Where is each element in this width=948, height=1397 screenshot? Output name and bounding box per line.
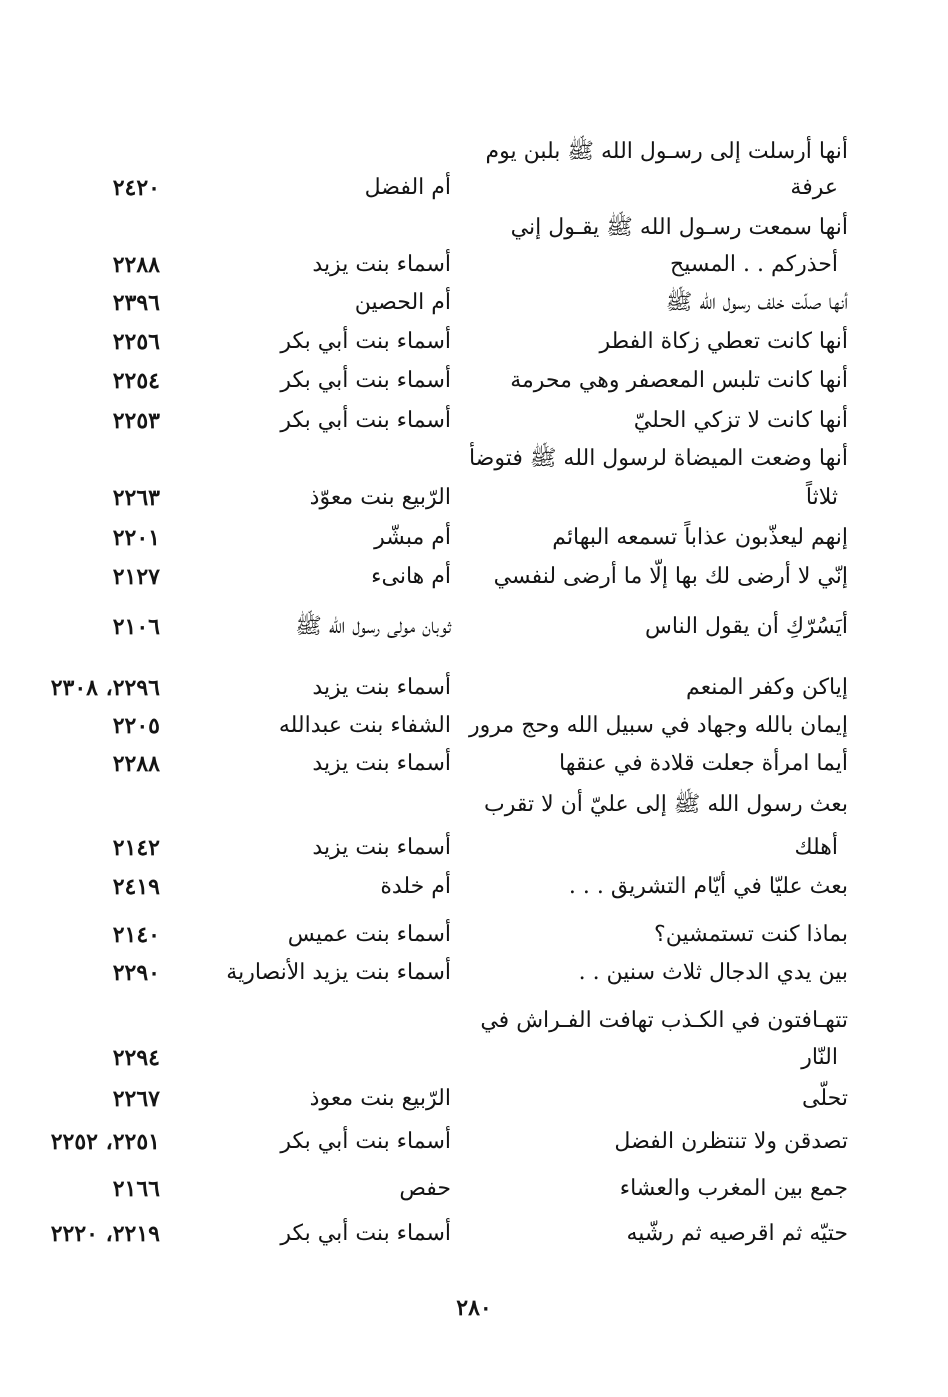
entry-text: بين يدي الدجال ثلاث سنين . . [578,960,848,985]
entry-narrator: حفص [399,1176,451,1201]
entry-text: أحذركم . . المسيح [670,252,838,277]
entry-narrator: أسماء بنت أبي بكر [280,408,451,433]
entry-narrator: أسماء بنت عميس [287,922,451,947]
page-number: ٢٨٠ [456,1295,492,1321]
entry-narrator: أسماء بنت يزيد الأنصارية [226,960,451,985]
entry-narrator: أم مبشّر [374,525,451,550]
entry-number: ٢١٢٧ [112,564,160,590]
entry-narrator: أسماء بنت يزيد [312,751,451,776]
entry-text: بماذا كنت تستمشين؟ [654,922,848,947]
entry-text: أنها وضعت الميضاة لرسول الله ﷺ فتوضأ [468,446,848,471]
entry-number: ٢٢٥٦ [112,329,160,355]
entry-number: ٢٤٢٠ [112,175,160,201]
entry-narrator: أم هانىء [371,564,451,589]
entry-number: ٢١٤٠ [112,922,160,948]
entry-number: ٢٢٠١ [112,525,160,551]
entry-text: بعث عليّا في أيّام التشريق . . . [568,874,848,899]
entry-narrator: الرّبيع بنت معوذ [309,1086,451,1111]
entry-narrator: أسماء بنت أبي بكر [280,1129,451,1154]
entry-text: إيمان بالله وجهاد في سبيل الله وحج مرور [469,713,848,738]
entry-number: ٢٢٦٣ [112,485,160,511]
entry-text: أيما امرأة جعلت قلادة في عنقها [559,751,848,776]
entry-text: أنها كانت تلبس المعصفر وهي محرمة [510,368,848,393]
entry-number: ٢٢٩٠ [112,960,160,986]
entry-text: أهلك [794,835,838,860]
entry-text: ثلاثاً [805,485,838,510]
entry-text: تتهـافتون في الكـذب تهافت الفـراش في [480,1008,848,1033]
entry-narrator: أسماء بنت يزيد [312,675,451,700]
entry-narrator: أسماء بنت أبي بكر [280,368,451,393]
entry-text: تحلّى [802,1086,848,1111]
entry-number: ٢٢٨٨ [112,252,160,278]
entry-narrator: أم الفضل [364,175,451,200]
entry-number: ٢٤١٩ [112,874,160,900]
entry-text: النّار [801,1045,838,1070]
entry-number: ٢٢٠٥ [112,713,160,739]
entry-number: ٢٣٩٦ [112,290,160,316]
entry-text: أنها كانت تعطي زكاة الفطر [599,329,848,354]
entry-text: أنها سمعت رسـول الله ﷺ يقـول إني [510,215,848,240]
entry-narrator: أسماء بنت يزيد [312,835,451,860]
entry-text: إياكن وكفر المنعم [686,675,848,700]
entry-narrator: أسماء بنت يزيد [312,252,451,277]
entry-number: ٢٢٥٣ [112,408,160,434]
entry-text: بعث رسول الله ﷺ إلى عليّ أن لا تقرب [484,792,848,817]
entry-number: ٢٢٩٦، ٢٣٠٨ [50,675,160,701]
entry-narrator: ثوبان مولى رسول الله ﷺ [295,614,451,639]
entry-number: ٢٢٥٤ [112,368,160,394]
entry-number: ٢١٤٢ [112,835,160,861]
entry-number: ٢١٦٦ [112,1176,160,1202]
entry-text: تصدقن ولا تنتظرن الفضل [614,1129,848,1154]
entry-number: ٢٢٥١، ٢٢٥٢ [50,1129,160,1155]
entry-text: أنها كانت لا تزكي الحليّ [633,408,848,433]
entry-number: ٢٢٨٨ [112,751,160,777]
entry-text: إنّي لا أرضى لك بها إلّا ما أرضى لنفسي [493,564,848,589]
entry-number: ٢٢٩٤ [112,1045,160,1071]
entry-text: إنهم ليعذّبون عذاباً تسمعه البهائم [552,525,848,550]
entry-text: أنها صلّت خلف رسول الله ﷺ [665,290,848,315]
entry-narrator: أم خلدة [380,874,451,899]
entry-text: جمع بين المغرب والعشاء [619,1176,848,1201]
entry-text: أنها أرسلت إلى رسـول الله ﷺ بلبن يوم [485,139,848,164]
entry-narrator: الرّبيع بنت معوّذ [309,485,451,510]
entry-number: ٢٢٦٧ [112,1086,160,1112]
entry-text: أيَسُرّكِ أن يقول الناس [645,614,848,639]
entry-narrator: أم الحصين [354,290,451,315]
entry-narrator: أسماء بنت أبي بكر [280,329,451,354]
entry-narrator: أسماء بنت أبي بكر [280,1221,451,1246]
entry-narrator: الشفاء بنت عبدالله [278,713,451,738]
entry-text: عرفة [790,175,838,200]
entry-text: حتيّه ثم اقرصيه ثم رشّيه [626,1221,848,1246]
entry-number: ٢٢١٩، ٢٢٢٠ [50,1221,160,1247]
entry-number: ٢١٠٦ [112,614,160,640]
